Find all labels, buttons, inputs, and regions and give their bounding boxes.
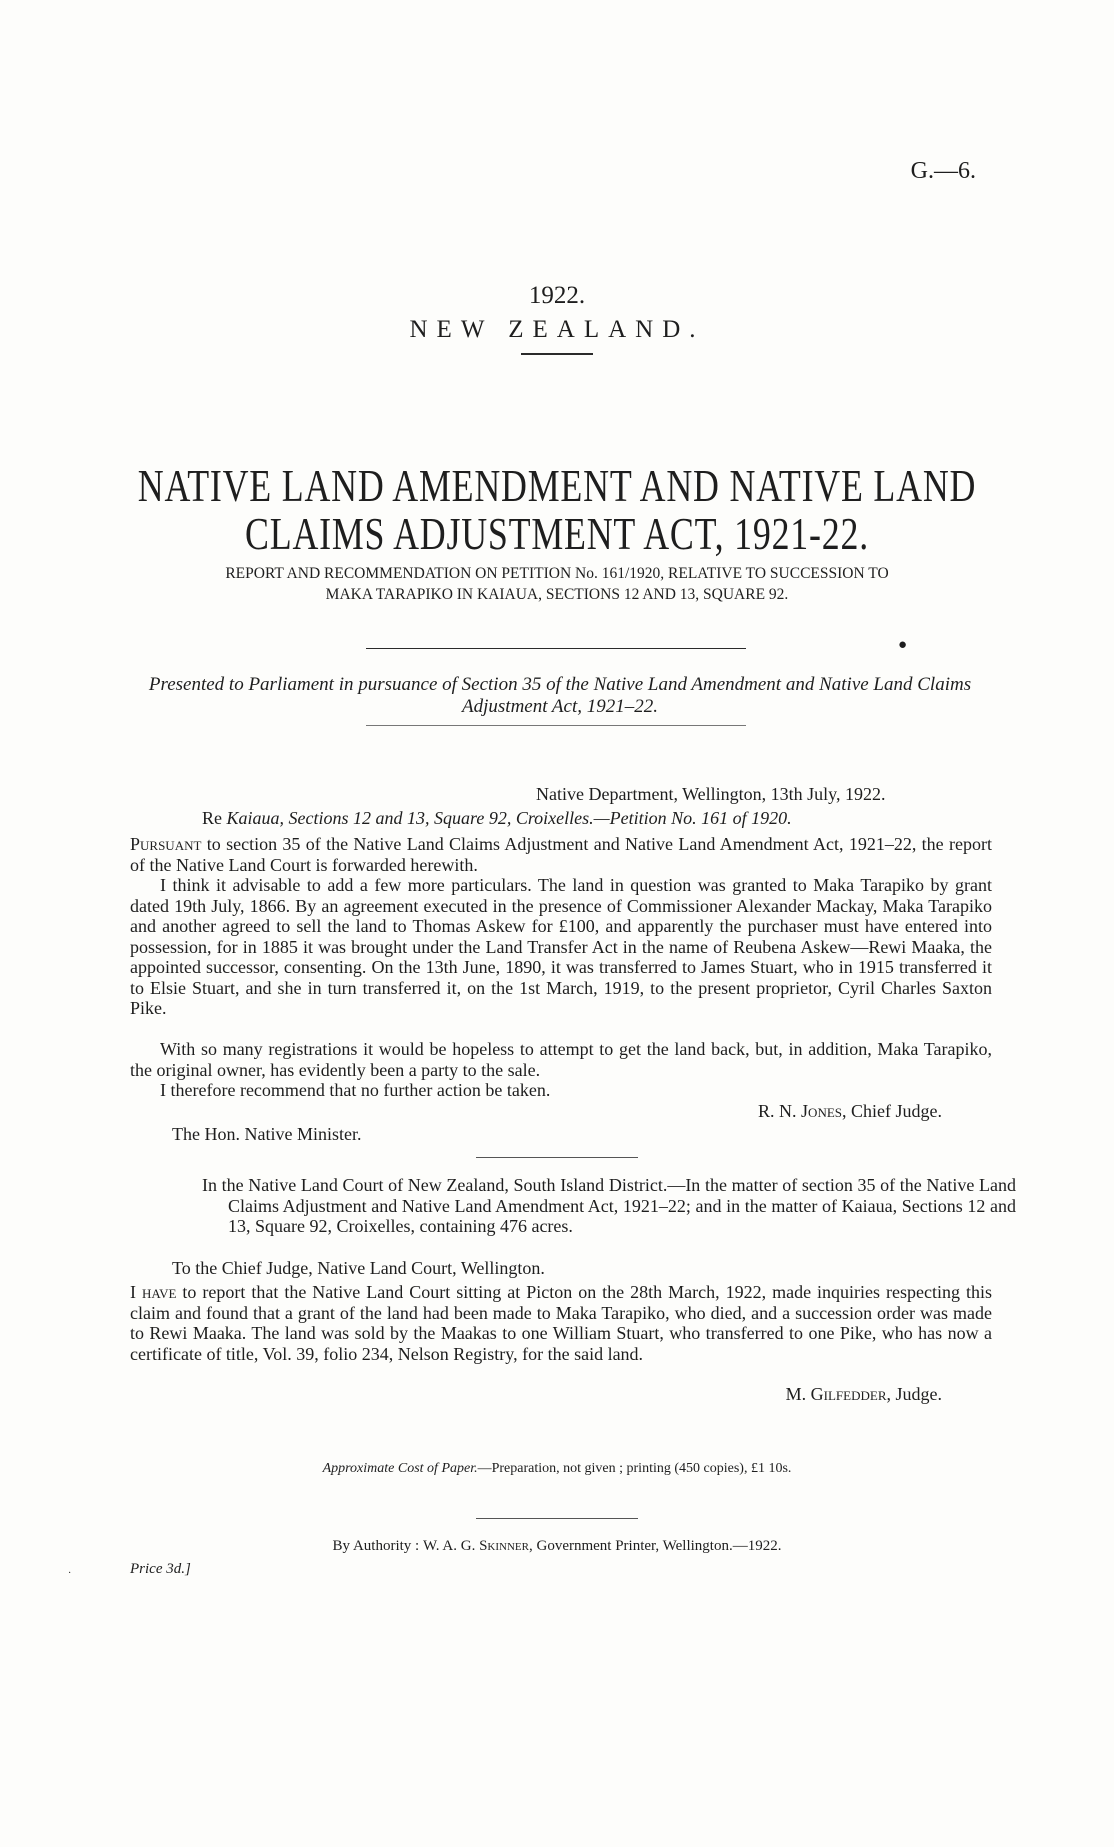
signature-title: , Judge. bbox=[886, 1384, 942, 1404]
footer-rule bbox=[476, 1518, 638, 1519]
letter-re-line bbox=[202, 808, 792, 829]
publication-year: 1922. bbox=[528, 282, 586, 309]
report-text: to report that the Native Land Court sitting at Picton on the 28th March, 1922, made inquiries respecting this claim and found that a grant of the land had been made to Maka Tarapiko, who died, and a succession order was made to Rewi Maaka. The land was sold by the Maakas to one William Stuart, who transferred to one Pike, who has now a certificate of title, Vol. 39, folio 234, Nelson Registry, for the said land. bbox=[130, 1282, 992, 1364]
authority-suffix: , Government Printer, Wellington.—1922. bbox=[528, 1538, 782, 1554]
letter-paragraph-2: I think it advisable to add a few more particulars. The land in question was granted to Maka Tarapiko by grant dated 19th July, 1866. By an agreement executed in the presence of Commissioner Alexander Mackay, Maka Tarapiko and another agreed to sell the land to Thomas Askew for £100, and apparently the purchaser must have entered into possession, for in 1885 it was brought under the Land Transfer Act in the name of Reubena Askew—Rewi Maaka, the appointed successor, consenting. On the 13th June, 1890, it was transferred to James Stuart, who in 1915 transferred it to Elsie Stuart, and she in turn transferred it, on the 1st March, 1919, to the present proprietor, Cyril Charles Saxton Pike. bbox=[130, 875, 992, 1018]
subtitle-line-1: REPORT AND RECOMMENDATION ON PETITION No. 161/1920, RELATIVE TO SUCCESSION TO bbox=[225, 565, 889, 582]
paragraph-lead: Pursuant bbox=[130, 834, 202, 854]
document-title-line-1: NATIVE LAND AMENDMENT AND NATIVE LAND bbox=[137, 460, 977, 511]
letter-signature bbox=[758, 1101, 942, 1122]
section-rule bbox=[366, 648, 746, 649]
cost-note bbox=[0, 1461, 1114, 1477]
price-note: Price 3d.] bbox=[130, 1561, 191, 1577]
court-signature bbox=[786, 1384, 942, 1405]
page-reference: G.—6. bbox=[910, 158, 976, 184]
court-addressee: To the Chief Judge, Native Land Court, Wellington. bbox=[172, 1258, 545, 1278]
cost-text: —Preparation, not given ; printing (450 copies), £1 10s. bbox=[477, 1461, 792, 1476]
court-report bbox=[130, 1282, 992, 1364]
paragraph-text: to section 35 of the Native Land Claims Adjustment and Native Land Amendment Act, 1921–22, the report of the Native Land Court is forwarded herewith. bbox=[130, 834, 992, 875]
signature-name: R. N. Jones bbox=[758, 1101, 843, 1121]
letter-dateline: Native Department, Wellington, 13th July, 1922. bbox=[536, 784, 886, 804]
letter-paragraph-1 bbox=[130, 834, 992, 875]
signature-name: M. Gilfedder bbox=[785, 1384, 887, 1404]
re-subject: Kaiaua, Sections 12 and 13, Square 92, Croixelles.—Petition No. 161 of 1920. bbox=[226, 808, 792, 828]
report-lead: I have bbox=[130, 1282, 177, 1302]
document-subtitle bbox=[0, 563, 1114, 605]
letter-paragraph-4: I therefore recommend that no further action be taken. bbox=[160, 1080, 551, 1100]
bullet-mark: ● bbox=[898, 637, 908, 653]
printer-authority bbox=[0, 1538, 1114, 1555]
letter-addressee: The Hon. Native Minister. bbox=[172, 1124, 362, 1144]
authority-prefix: By Authority : bbox=[332, 1538, 423, 1554]
masthead-rule bbox=[521, 353, 593, 355]
margin-dot: · bbox=[68, 1568, 72, 1579]
court-heading: In the Native Land Court of New Zealand, South Island District.—In the matter of section 35 of the Native Land Claims Adjustment and Native Land Amendment Act, 1921–22; and in the matter of Kaiaua, Sections 12 and 13, Square 92, Croixelles, containing 476 acres. bbox=[202, 1175, 1016, 1236]
presented-rule bbox=[366, 725, 746, 726]
cost-label: Approximate Cost of Paper. bbox=[322, 1461, 478, 1476]
re-prefix: Re bbox=[202, 808, 222, 828]
printer-name: W. A. G. Skinner bbox=[422, 1538, 529, 1554]
letter-paragraph-3: With so many registrations it would be hopeless to attempt to get the land back, but, in addition, Maka Tarapiko, the original owner, has evidently been a party to the sale. bbox=[130, 1039, 992, 1080]
presented-statement: Presented to Parliament in pursuance of Section 35 of the Native Land Amendment and Native Land Claims Adjustment Act, 1921–22. bbox=[148, 674, 972, 717]
signature-title: , Chief Judge. bbox=[842, 1101, 942, 1121]
letter-rule bbox=[476, 1157, 638, 1158]
document-title-line-2: CLAIMS ADJUSTMENT ACT, 1921-22. bbox=[245, 508, 869, 559]
subtitle-line-2: MAKA TARAPIKO IN KAIAUA, SECTIONS 12 AND 13, SQUARE 92. bbox=[325, 586, 789, 603]
country-heading: NEW ZEALAND. bbox=[409, 316, 705, 343]
